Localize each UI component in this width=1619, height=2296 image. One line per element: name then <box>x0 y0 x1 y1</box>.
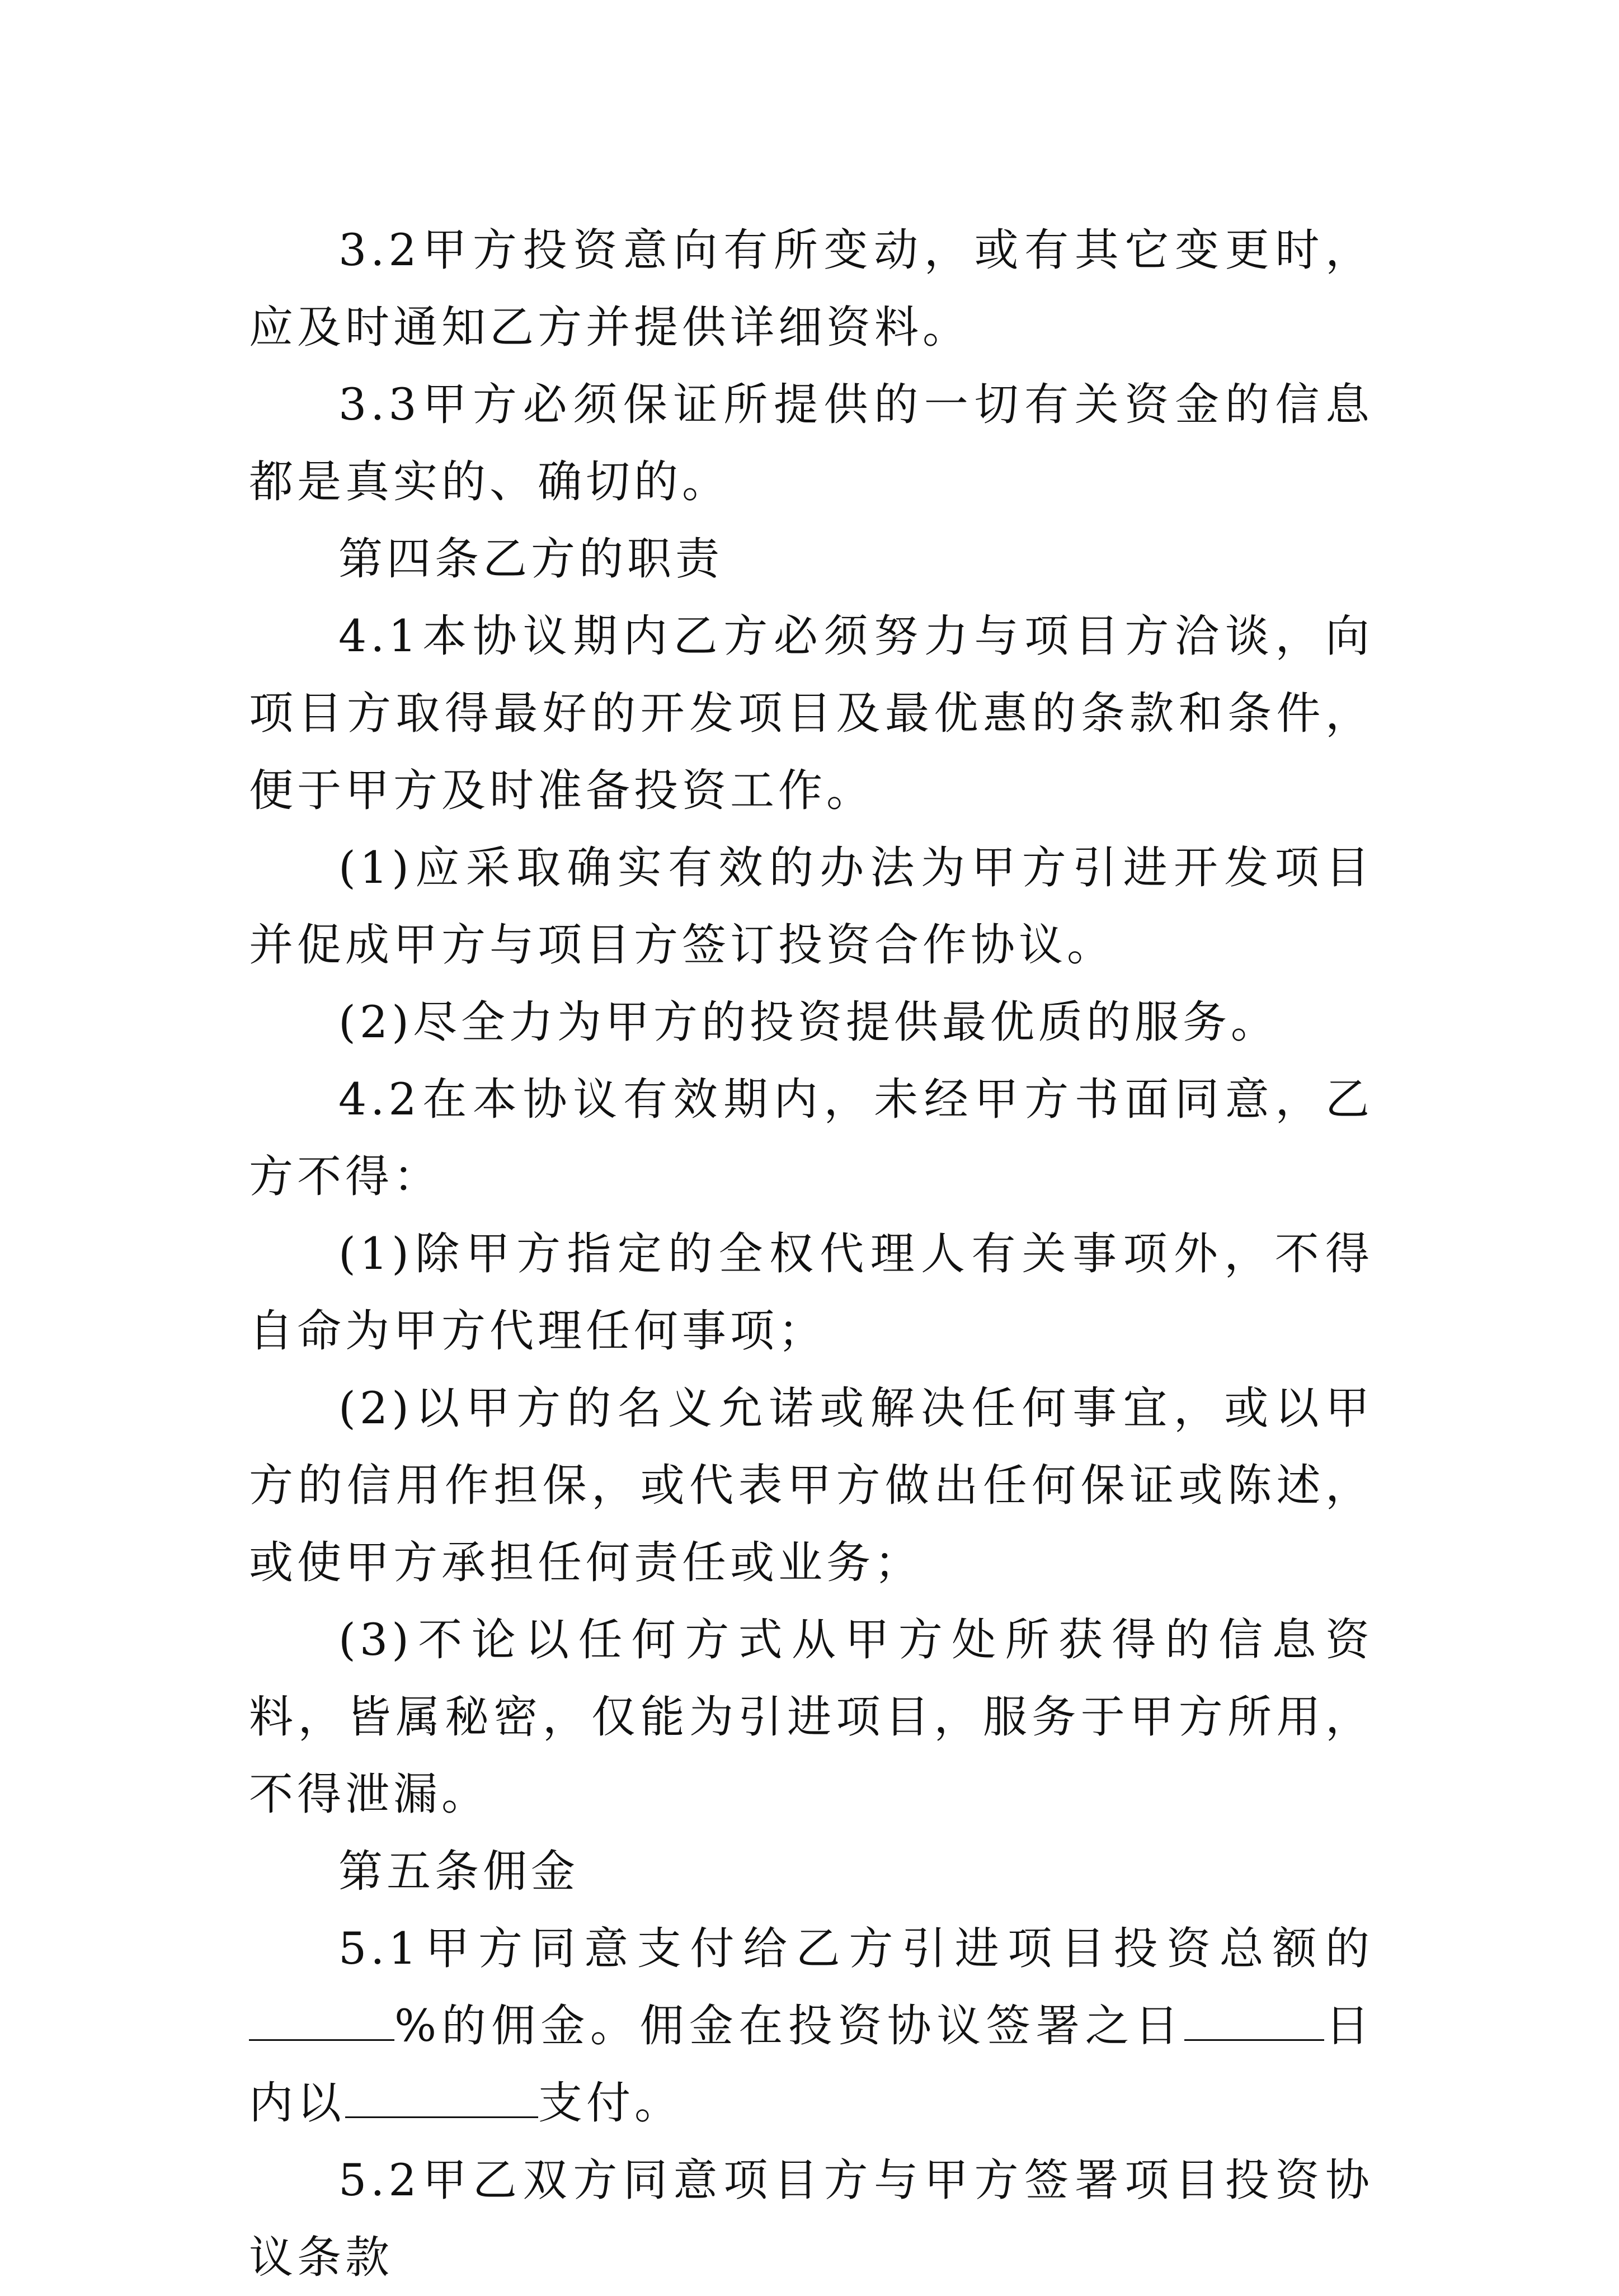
payment-days-blank <box>1184 2005 1324 2041</box>
paragraph-4-2-item-3: (3)不论以任何方式从甲方处所获得的信息资料，皆属秘密，仅能为引进项目，服务于甲方所用，不得泄漏。 <box>249 1614 1373 1820</box>
commission-percent-blank <box>249 2005 394 2041</box>
commission-text-3: 日内以 <box>249 2000 1373 2129</box>
article-5-heading: 第五条佣金 <box>338 1846 579 1897</box>
article-4-heading: 第四条乙方的职责 <box>338 533 723 585</box>
paragraph-5-1 <box>249 1910 1373 2142</box>
paragraph-4-2: 4.2在本协议有效期内，未经甲方书面同意，乙方不得： <box>249 1074 1373 1202</box>
paragraph-4-1-item-1: (1)应采取确实有效的办法为甲方引进开发项目并促成甲方与项目方签订投资合作协议。 <box>249 842 1373 971</box>
paragraph-4-2-item-2: (2)以甲方的名义允诺或解决任何事宜，或以甲方的信用作担保，或代表甲方做出任何保证或陈述，或使甲方承担任何责任或业务； <box>249 1382 1373 1588</box>
document-body <box>249 211 1373 2296</box>
paragraph-4-1: 4.1本协议期内乙方必须努力与项目方洽谈，向项目方取得最好的开发项目及最优惠的条款和条件，便于甲方及时准备投资工作。 <box>249 610 1373 816</box>
commission-text-1: 5.1甲方同意支付给乙方引进项目投资总额的 <box>338 1923 1373 1974</box>
paragraph-5-2: 5.2甲乙双方同意项目方与甲方签署项目投资协议条款 <box>249 2154 1373 2283</box>
payment-method-blank <box>345 2082 538 2118</box>
paragraph-4-1-item-2: (2)尽全力为甲方的投资提供最优质的服务。 <box>338 996 1279 1048</box>
paragraph-4-2-item-1: (1)除甲方指定的全权代理人有关事项外，不得自命为甲方代理任何事项； <box>249 1228 1373 1357</box>
paragraph-3-3: 3.3甲方必须保证所提供的一切有关资金的信息都是真实的、确切的。 <box>249 379 1373 507</box>
commission-text-4: 支付。 <box>538 2077 683 2129</box>
commission-text-2: %的佣金。佣金在投资协议签署之日 <box>394 2000 1184 2052</box>
paragraph-3-2: 3.2甲方投资意向有所变动，或有其它变更时，应及时通知乙方并提供详细资料。 <box>249 224 1373 353</box>
